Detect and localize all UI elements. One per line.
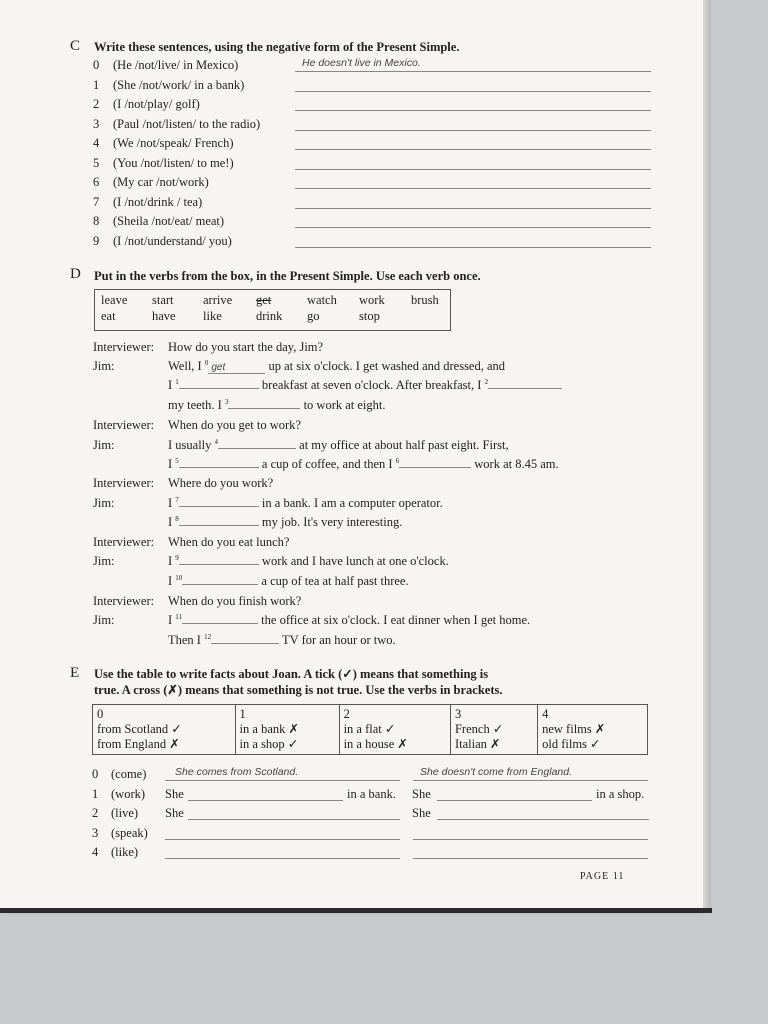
answer-line[interactable]	[188, 800, 343, 801]
answer-line: I $^5$ a cup of coffee, and then I $^6$ work at 8.45 am.	[168, 457, 559, 472]
answer-line[interactable]	[295, 188, 651, 189]
speaker-interviewer: Interviewer:	[93, 340, 155, 354]
verb-start: start	[152, 293, 174, 307]
verb-leave: leave	[101, 293, 128, 307]
table-cell	[339, 705, 450, 755]
item-number: 3	[93, 116, 100, 131]
question: When do you eat lunch?	[168, 535, 290, 549]
item-number: 4	[93, 136, 100, 150]
exercise-item	[93, 97, 200, 112]
cell-number: 3	[454, 707, 462, 721]
answer-line: Well, I $^0$ get up at six o'clock. I get washed and dressed, and	[168, 359, 506, 374]
item-number: 8	[93, 214, 100, 228]
question: How do you start the day, Jim?	[168, 340, 324, 354]
cell-number: 2	[343, 707, 350, 721]
item-verb: (work)	[111, 786, 146, 801]
item-prompt: (We /not/speak/ French)	[113, 136, 234, 150]
item-ending: in a bank.	[347, 786, 396, 801]
cell-number: 4	[542, 707, 549, 721]
blank[interactable]	[179, 467, 259, 468]
item-number: 3	[92, 825, 99, 840]
item-number: 7	[93, 194, 100, 209]
verb-go: go	[307, 309, 320, 323]
item-verb: (speak)	[111, 825, 148, 840]
speaker-interviewer: Interviewer:	[93, 594, 155, 608]
page-edge	[703, 0, 711, 912]
blank[interactable]	[218, 448, 296, 449]
exercise-item	[93, 117, 260, 132]
subject: She	[412, 786, 431, 801]
item-prompt: (I /not/understand/ you)	[113, 233, 232, 248]
blank[interactable]	[182, 584, 258, 585]
answer-line: I $^1$ breakfast at seven o'clock. After breakfast, I $^2$	[168, 378, 562, 393]
speaker-interviewer: Interviewer:	[93, 535, 155, 549]
item-number: 0	[93, 58, 100, 72]
verb-stop: stop	[359, 309, 380, 323]
item-number: 2	[92, 806, 99, 820]
table-cell	[235, 705, 339, 755]
answer-line[interactable]	[295, 91, 651, 92]
verb-have: have	[152, 309, 176, 323]
cell-fact: in a house ✗	[343, 737, 408, 751]
exercise-item	[93, 234, 232, 249]
item-prompt: (I /not/play/ golf)	[113, 97, 200, 111]
speaker-jim: Jim:	[93, 359, 115, 373]
section-e-letter: E	[70, 665, 80, 681]
answer-line[interactable]	[295, 130, 651, 131]
verb-get: get	[256, 293, 272, 307]
answer-line[interactable]	[437, 800, 592, 801]
page-number: PAGE 11	[580, 871, 625, 882]
item-prompt: (Sheila /not/eat/ meat)	[113, 214, 225, 228]
cell-fact: from Scotland ✓	[97, 722, 182, 736]
example-answer: She comes from Scotland.	[175, 766, 299, 778]
item-verb: (come)	[111, 767, 147, 781]
item-ending: in a shop.	[596, 786, 645, 801]
example-answer: He doesn't live in Mexico.	[302, 57, 421, 69]
answer-line[interactable]	[295, 71, 651, 72]
verb-arrive: arrive	[203, 293, 233, 307]
answer-line[interactable]	[188, 819, 400, 820]
answer-line[interactable]	[295, 149, 651, 150]
blank[interactable]	[228, 408, 300, 409]
page-bottom-edge	[0, 908, 712, 913]
section-d-instruction: Put in the verbs from the box, in the Present Simple. Use each verb once.	[94, 269, 481, 283]
blank[interactable]	[488, 388, 562, 389]
question: Where do you work?	[168, 476, 274, 490]
verb-drink: drink	[256, 309, 283, 323]
item-number: 4	[92, 845, 99, 859]
cell-fact: in a flat ✓	[343, 722, 396, 736]
item-prompt: (You /not/listen/ to me!)	[113, 155, 234, 170]
verb-eat: eat	[101, 309, 116, 323]
item-prompt: (My car /not/work)	[113, 175, 209, 189]
verb-brush: brush	[411, 293, 439, 307]
answer-line[interactable]	[295, 227, 651, 228]
exercise-item	[93, 214, 224, 229]
subject: She	[412, 806, 431, 820]
item-verb: (like)	[111, 845, 139, 859]
table-cell	[93, 705, 236, 755]
table-cell	[538, 705, 648, 755]
exercise-item	[93, 136, 233, 151]
example-answer-get: get	[208, 362, 265, 374]
cell-fact: in a bank ✗	[239, 722, 299, 736]
cell-number: 1	[239, 707, 246, 721]
exercise-item	[93, 156, 234, 171]
answer-line[interactable]	[295, 208, 651, 209]
question: When do you get to work?	[168, 418, 301, 432]
speaker-interviewer: Interviewer:	[93, 476, 155, 490]
exercise-item	[93, 78, 244, 93]
item-prompt: (I /not/drink / tea)	[113, 194, 203, 209]
item-number: 1	[93, 77, 100, 92]
blank[interactable]	[182, 623, 258, 624]
cell-fact: from England ✗	[97, 737, 180, 751]
item-number: 2	[93, 97, 100, 111]
answer-line: I $^7$ in a bank. I am a computer operator.	[168, 496, 443, 511]
item-number: 1	[92, 786, 99, 801]
subject: She	[165, 806, 184, 820]
item-number: 5	[93, 155, 100, 170]
speaker-jim: Jim:	[93, 613, 115, 627]
cell-fact: French ✓	[454, 722, 504, 736]
cell-fact: old films ✓	[542, 737, 601, 751]
item-number: 6	[93, 175, 100, 189]
exercise-item	[93, 195, 202, 210]
item-prompt: (Paul /not/listen/ to the radio)	[113, 116, 261, 131]
answer-line: I usually $^4$ at my office at about half past eight. First,	[168, 438, 509, 453]
question: When do you finish work?	[168, 594, 302, 608]
item-prompt: (She /not/work/ in a bank)	[113, 77, 245, 92]
blank[interactable]	[179, 525, 259, 526]
exercise-item	[93, 175, 209, 190]
answer-line: I $^{11}$ the office at six o'clock. I eat dinner when I get home.	[168, 613, 531, 628]
speaker-jim: Jim:	[93, 554, 115, 568]
verb-watch: watch	[307, 293, 337, 307]
blank[interactable]	[399, 467, 471, 468]
verb-like: like	[203, 309, 222, 323]
item-number: 0	[92, 767, 99, 781]
cell-number: 0	[97, 707, 104, 721]
item-verb: (live)	[111, 806, 139, 820]
speaker-jim: Jim:	[93, 496, 115, 510]
verb-box	[94, 289, 451, 331]
answer-line[interactable]	[165, 858, 400, 859]
cell-fact: Italian ✗	[454, 737, 501, 751]
blank[interactable]	[179, 388, 259, 389]
answer-line[interactable]	[437, 819, 649, 820]
table-cell	[450, 705, 537, 755]
answer-line[interactable]	[295, 247, 651, 248]
section-d-letter: D	[70, 266, 81, 282]
answer-line: I $^9$ work and I have lunch at one o'clock.	[168, 554, 449, 569]
answer-line[interactable]	[295, 169, 651, 170]
answer-line[interactable]	[165, 780, 400, 781]
answer-line: my teeth. I $^3$ to work at eight.	[168, 398, 386, 413]
speaker-interviewer: Interviewer:	[93, 418, 155, 432]
answer-line[interactable]	[413, 780, 648, 781]
answer-line[interactable]	[413, 839, 648, 840]
answer-line[interactable]	[413, 858, 648, 859]
blank[interactable]	[211, 643, 279, 644]
section-c-instruction: Write these sentences, using the negative form of the Present Simple.	[94, 40, 460, 54]
speaker-jim: Jim:	[93, 438, 115, 452]
facts-table	[92, 704, 648, 755]
example-answer: She doesn't come from England.	[420, 766, 573, 778]
section-c-letter: C	[70, 38, 81, 54]
item-number: 9	[93, 233, 100, 248]
blank[interactable]	[179, 564, 259, 565]
blank[interactable]	[179, 506, 259, 507]
cell-fact: in a shop ✓	[239, 737, 299, 751]
section-e-instruction-line2: true. A cross (✗) means that something is not true. Use the verbs in brackets.	[94, 683, 503, 697]
exercise-item	[93, 58, 238, 73]
answer-line[interactable]	[295, 110, 651, 111]
cell-fact: new films ✗	[542, 722, 606, 736]
section-e-instruction-line1: Use the table to write facts about Joan. A tick (✓) means that something is	[94, 667, 489, 681]
answer-line: Then I $^{12}$ TV for an hour or two.	[168, 633, 396, 648]
subject: She	[165, 786, 184, 801]
item-prompt: (He /not/live/ in Mexico)	[113, 58, 239, 72]
verb-work: work	[359, 293, 385, 307]
answer-line[interactable]	[165, 839, 400, 840]
answer-line: I $^8$ my job. It's very interesting.	[168, 515, 403, 530]
answer-line: I $^{10}$ a cup of tea at half past three.	[168, 574, 409, 589]
